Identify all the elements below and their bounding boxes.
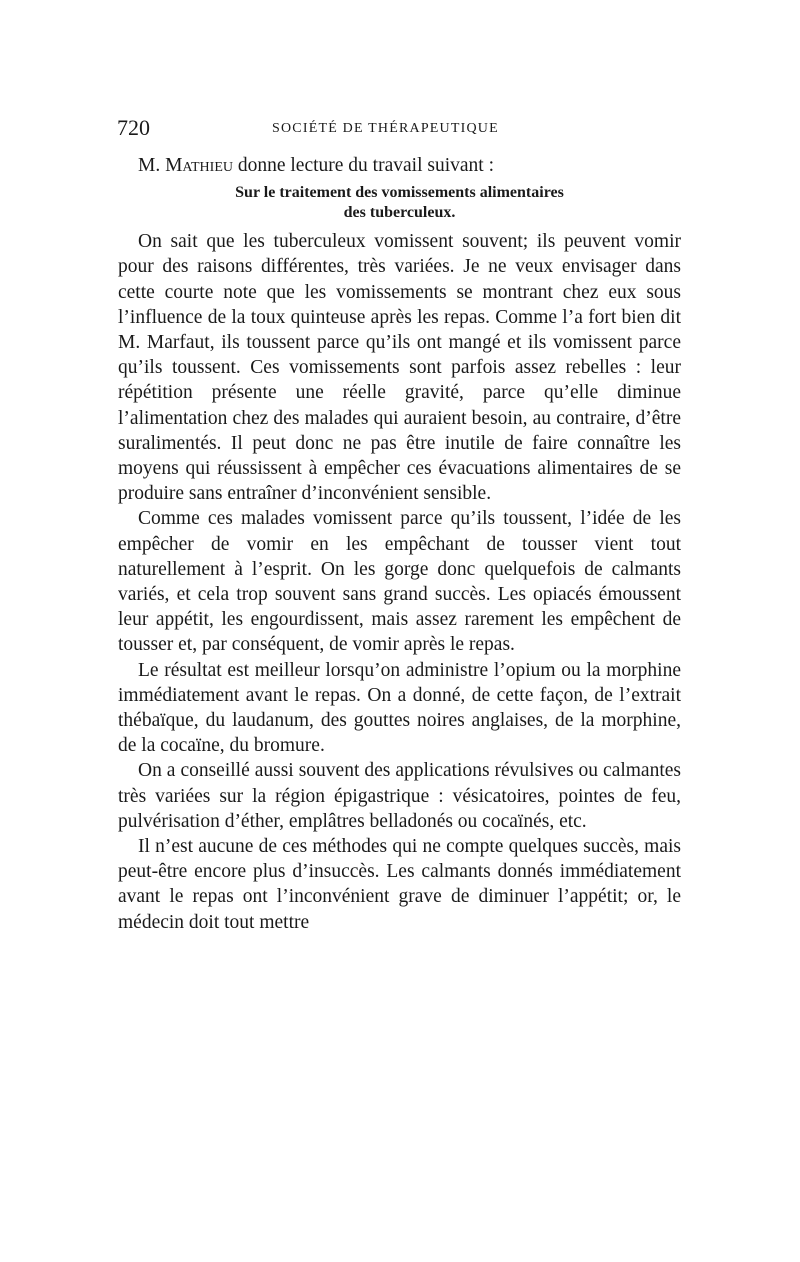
article-title-line-1: Sur le traitement des vomissements alimentaires [235, 184, 564, 202]
page-number: 720 [117, 115, 150, 140]
running-head [117, 113, 680, 143]
article-body [118, 153, 681, 935]
author-name: Mathieu [165, 155, 233, 176]
paragraph-1: On sait que les tuberculeux vomissent souvent; ils peuvent vomir pour des raisons différentes, très variées. Je ne veux envisager dans cette courte note que les vomissements se montrant chez eux sous l’influence de la toux quinteuse après les repas. Comme l’a fort bien dit M. Marfaut, ils toussent parce qu’ils ont mangé et ils vomissent parce qu’ils toussent. Ces vomissements sont parfois assez rebelles : leur répétition présente une réelle gravité, parce qu’elle diminue l’alimentation chez des malades qui auraient besoin, au contraire, d’être suralimentés. Il peut donc ne pas être inutile de faire connaître les moyens qui réussissent à empêcher ces évacuations alimentaires de se produire sans entraîner d’inconvénient sensible. [118, 231, 681, 505]
intro-prefix: M. [138, 155, 166, 176]
paragraph-5: Il n’est aucune de ces méthodes qui ne compte quelques succès, mais peut-être encore plus d’insuccès. Les calmants donnés immédiatement avant le repas ont l’inconvénient grave de diminuer l’appétit; or, le médecin doit tout mettre [118, 836, 681, 933]
article-title [118, 183, 681, 223]
paragraph-3: Le résultat est meilleur lorsqu’on administre l’opium ou la morphine immédiatement avant le repas. On a donné, de cette façon, de l’extrait thébaïque, du laudanum, des gouttes noires anglaises, de la morphine, de la cocaïne, du bromure. [118, 659, 681, 757]
journal-title: SOCIÉTÉ DE THÉRAPEUTIQUE [272, 121, 499, 136]
article-title-line-2: des tuberculeux. [343, 204, 456, 222]
intro-line [118, 153, 681, 178]
paragraph-4: On a conseillé aussi souvent des applications révulsives ou calmantes très variées sur la région épigastrique : vésicatoires, pointes de feu, pulvérisation d’éther, emplâtres belladonés ou cocaïnés, etc. [118, 760, 681, 832]
intro-suffix: donne lecture du travail suivant : [232, 155, 494, 176]
paragraph-2: Comme ces malades vomissent parce qu’ils toussent, l’idée de les empêcher de vomir en les empêchant de tousser vient tout naturellement à l’esprit. On les gorge donc quelquefois de calmants variés, et cela trop souvent sans grand succès. Les opiacés émoussent leur appétit, les engourdissent, mais assez rarement les empêchent de tousser et, par conséquent, de vomir après le repas. [118, 508, 681, 656]
